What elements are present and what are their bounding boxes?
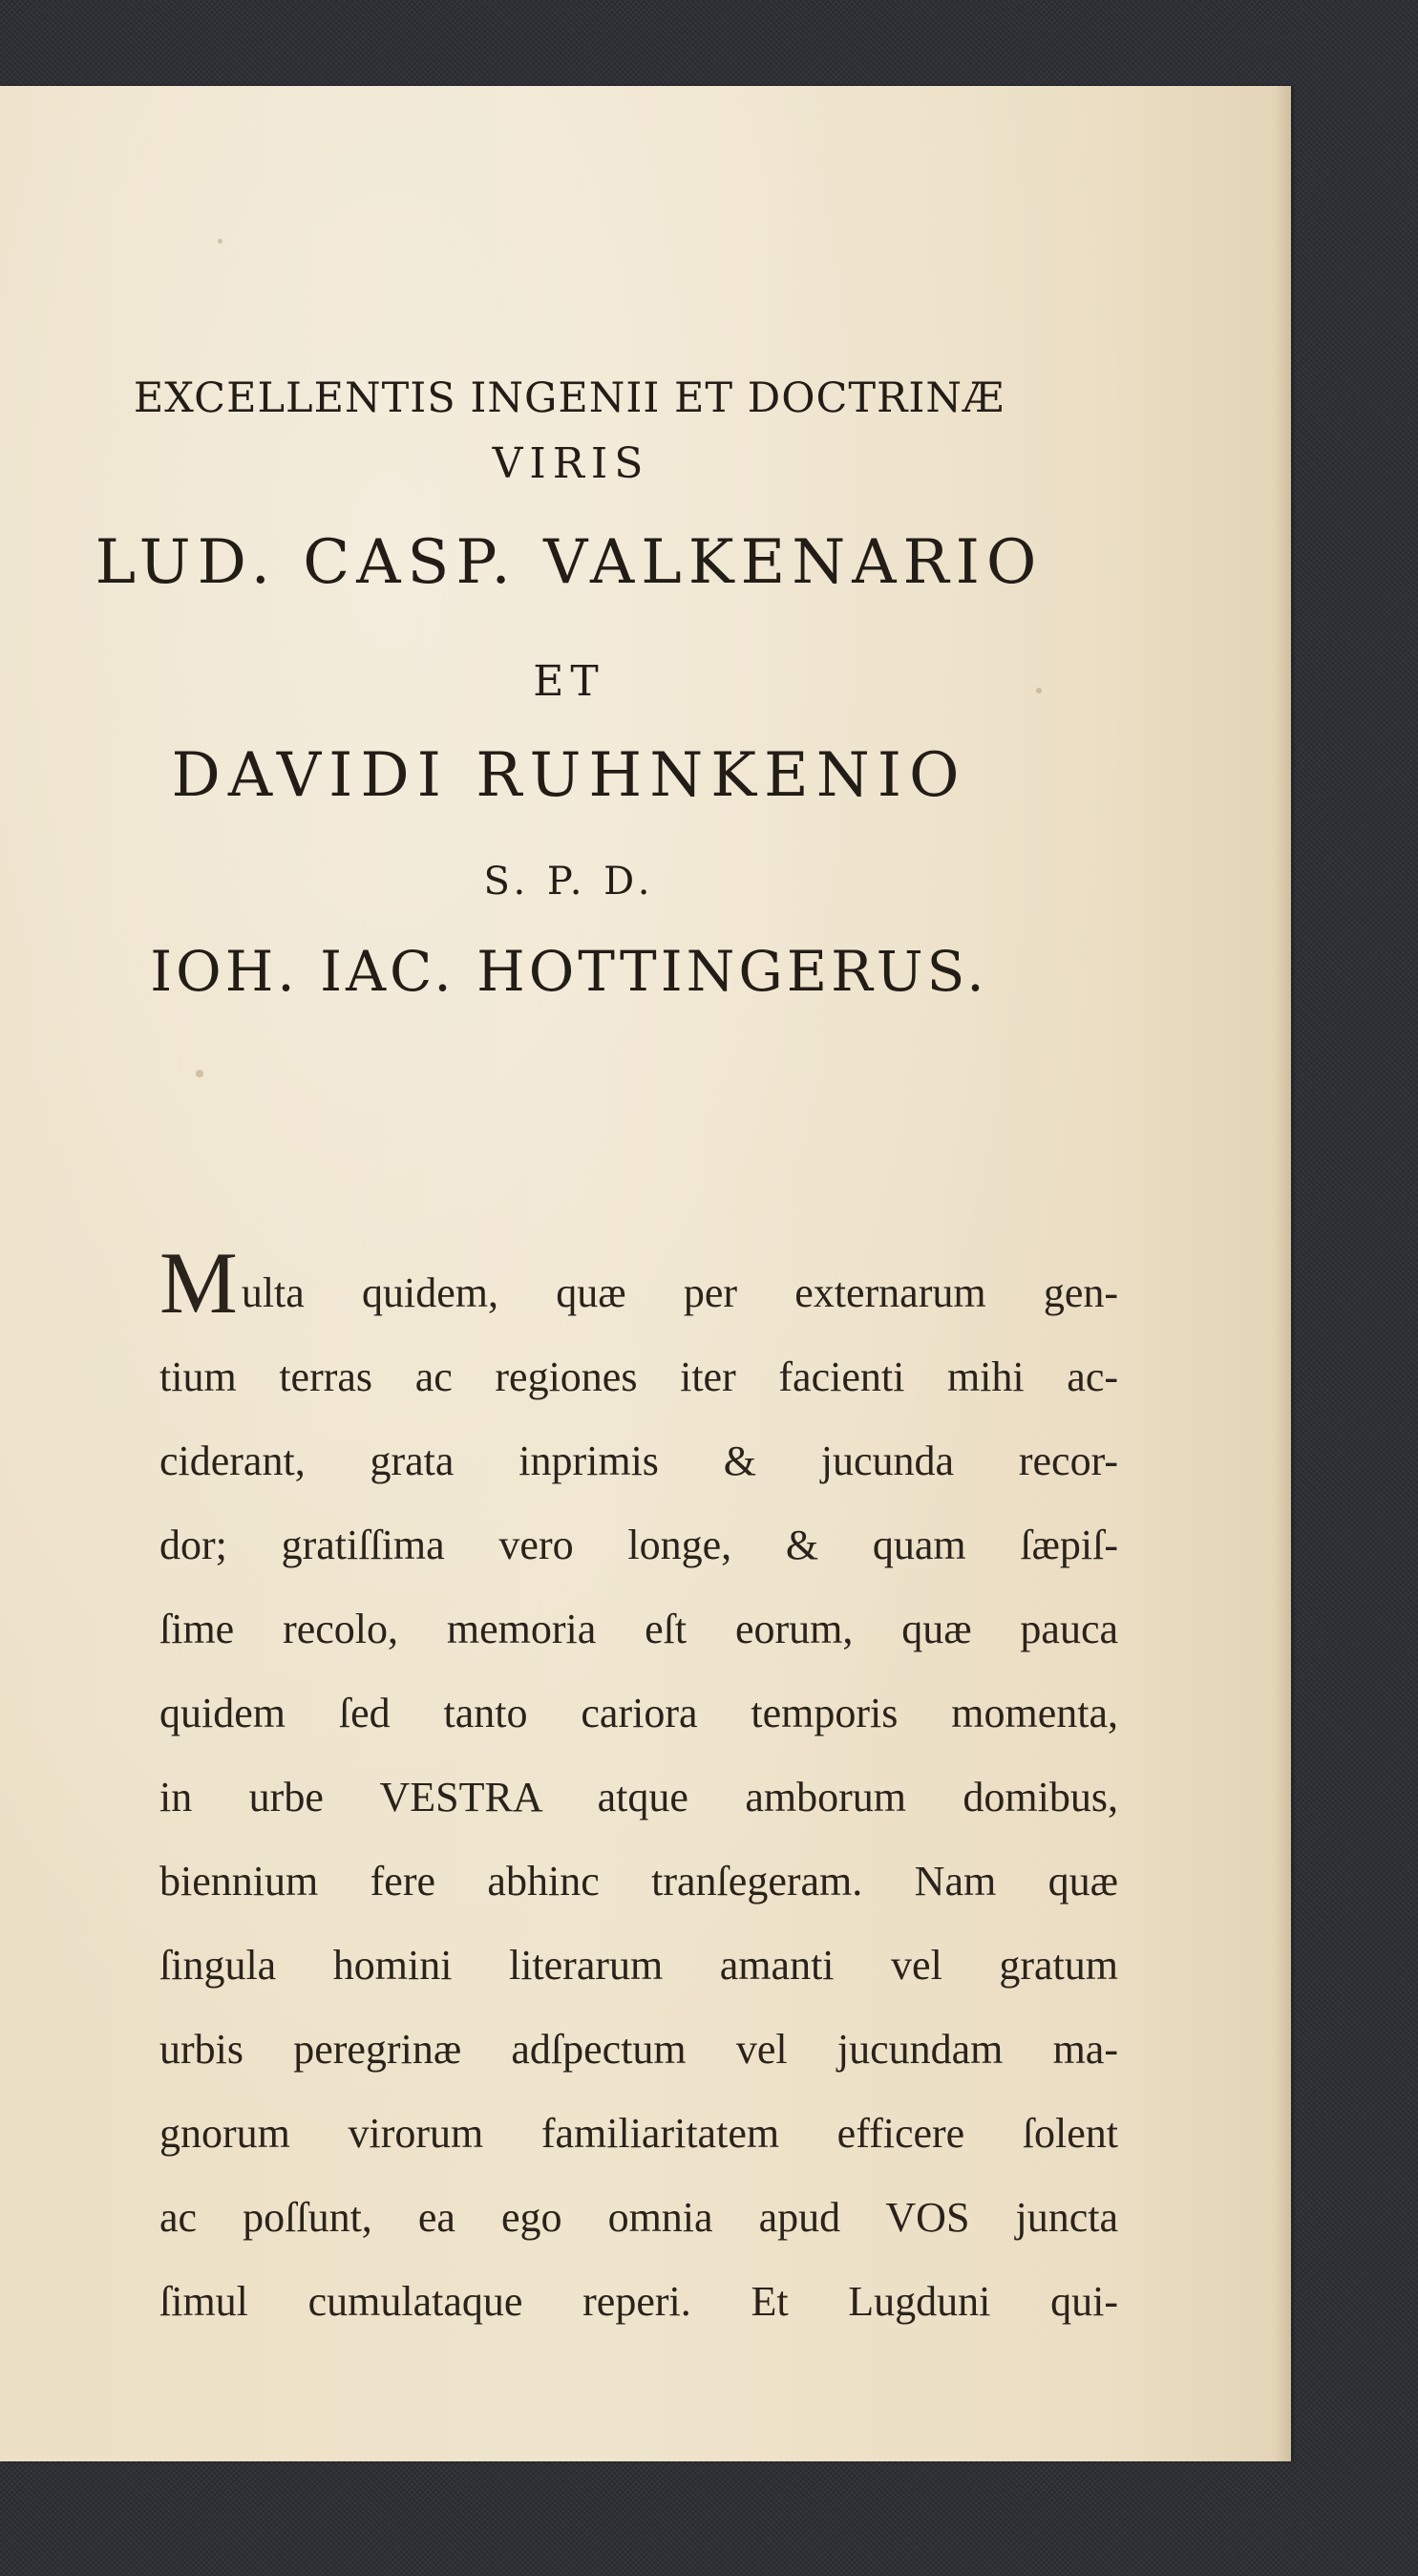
dedicatee-valkenario: LUD. CASP. VALKENARIO — [95, 527, 1044, 598]
text-line-6: quidem ſed tanto cariora temporis momenta, — [159, 1690, 1118, 1736]
body-paragraph — [159, 1234, 1118, 2344]
salutation-spd: S. P. D. — [483, 860, 655, 904]
text-line-11: gnorum virorum familiaritatem efficere ſolent — [159, 2110, 1118, 2157]
text-line-1 — [159, 1234, 1118, 1335]
text-line-13: ſimul cumulataque reperi. Et Lugduni qui- — [159, 2278, 1118, 2325]
author-hottingerus: IOH. IAC. HOTTINGERUS. — [150, 939, 988, 1004]
dedication-et: ET — [533, 657, 605, 706]
dedication-viris: VIRIS — [492, 439, 650, 488]
text-line-7: in urbe VESTRA atque amborum domibus, — [159, 1774, 1118, 1820]
text-line-4: dor; gratiſſima vero longe, & quam ſæpiſ- — [159, 1522, 1118, 1568]
book-page — [0, 86, 1291, 2461]
drop-cap: M — [159, 1234, 238, 1331]
text-line-12: ac poſſunt, ea ego omnia apud VOS juncta — [159, 2194, 1118, 2241]
text-line-5: ſime recolo, memoria eſt eorum, quæ pauca — [159, 1606, 1118, 1652]
text-line-9: ſingula homini literarum amanti vel gratum — [159, 1942, 1118, 1989]
foxing-spot — [218, 239, 222, 244]
text-line-3: ciderant, grata inprimis & jucunda recor- — [159, 1437, 1118, 1484]
text-line-8: biennium fere abhinc tranſegeram. Nam quæ — [159, 1858, 1118, 1905]
foxing-spot — [196, 1070, 203, 1077]
dedicatee-ruhnkenio: DAVIDI RUHNKENIO — [171, 740, 967, 811]
text-line-10: urbis peregrinæ adſpectum vel jucundam ma- — [159, 2026, 1118, 2073]
dedication-heading-line: EXCELLENTIS INGENII ET DOCTRINÆ — [133, 374, 1005, 422]
text-line-content: ulta quidem, quæ per externarum gen- — [241, 1269, 1118, 1316]
text-line-2: tium terras ac regiones iter facienti mihi ac- — [159, 1353, 1118, 1400]
